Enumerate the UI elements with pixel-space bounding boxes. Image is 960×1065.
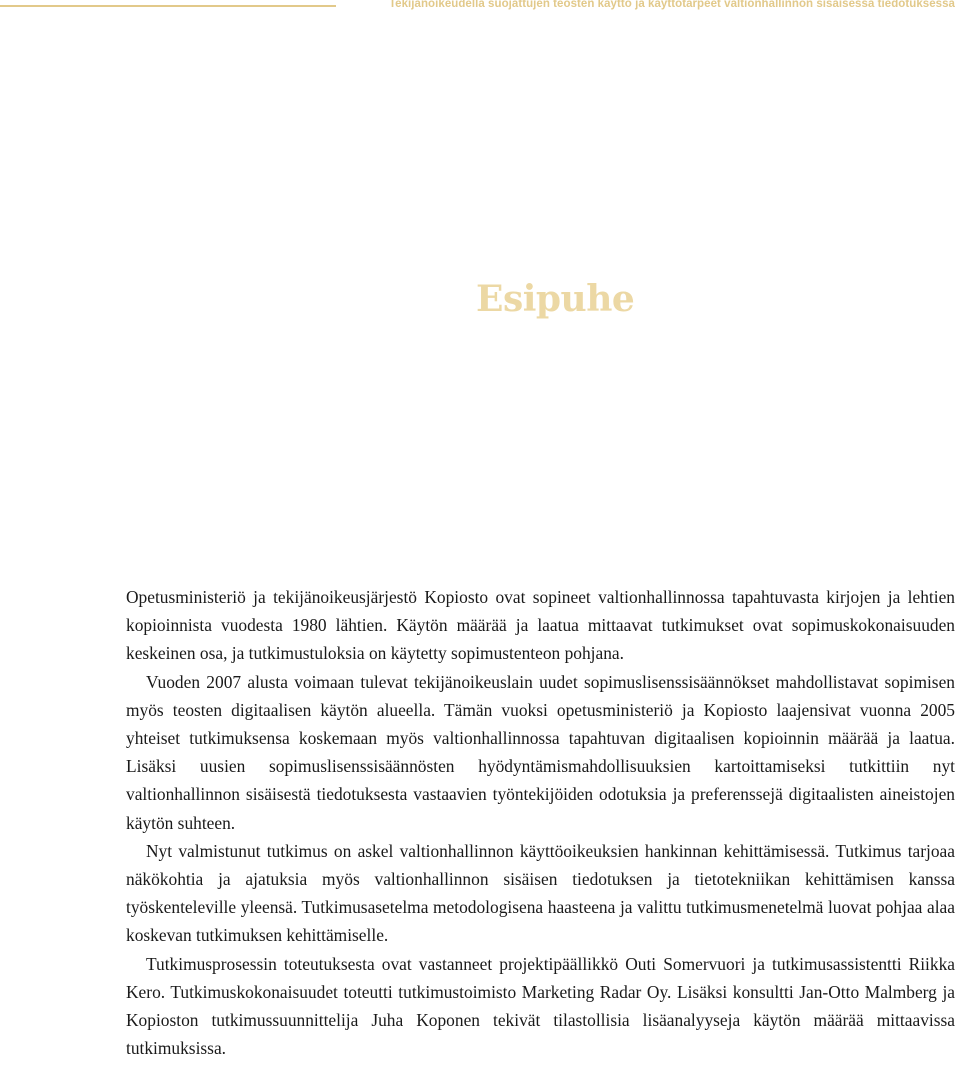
body-text (126, 583, 955, 1062)
header-rule (0, 5, 336, 7)
paragraph-3: Nyt valmistunut tutkimus on askel valtionhallinnon käyttöoikeuksien hankinnan kehittämisessä. Tutkimus tarjoaa näkökohtia ja ajatuksia myös valtionhallinnon sisäisen tiedotuksen ja tietotekniikan kehittämisen kanssa työskenteleville yleensä. Tutkimusasetelma metodologisena haasteena ja valittu tutkimusmenetelmä luovat pohjaa alaa koskevan tutkimuksen kehittämiselle. (126, 840, 955, 946)
paragraph-1: Opetusministeriö ja tekijänoikeusjärjestö Kopiosto ovat sopineet valtionhallinnossa tapahtuvasta kirjojen ja lehtien kopioinnista vuodesta 1980 lähtien. Käytön määrää ja laatua mittaavat tutkimukset ovat sopimuskokonaisuuden keskeinen osa, ja tutkimustuloksia on käytetty sopimustenteon pohjana. (126, 587, 955, 664)
paragraph-2: Vuoden 2007 alusta voimaan tulevat tekijänoikeuslain uudet sopimuslisenssisäännökset mahdollistavat sopimisen myös teosten digitaalisen käytön alueella. Tämän vuoksi opetusministeriö ja Kopiosto laajensivat vuonna 2005 yhteiset tutkimuksensa koskemaan myös valtionhallinnossa tapahtuvan digitaalisen kopioinnin määrää ja laatua. Lisäksi uusien sopimuslisenssisäännösten hyödyntämismahdollisuuksien kartoittamiseksi tutkittiin nyt valtionhallinnon sisäisestä tiedotuksesta vastaavien työntekijöiden odotuksia ja preferenssejä digitaalisten aineistojen käytön suhteen. (126, 671, 955, 833)
page-title: Esipuhe (476, 278, 635, 320)
running-title: Tekijänoikeudella suojattujen teosten käyttö ja käyttötarpeet valtionhallinnon sisäisessä tiedotuksessa (388, 0, 955, 10)
running-header (0, 0, 960, 14)
paragraph-4: Tutkimusprosessin toteutuksesta ovat vastanneet projektipäällikkö Outi Somervuori ja tutkimusassistentti Riikka Kero. Tutkimuskokonaisuudet toteutti tutkimustoimisto Marketing Radar Oy. Lisäksi konsultti Jan-Otto Malmberg ja Kopioston tutkimussuunnittelija Juha Koponen tekivät tilastollisia lisäanalyyseja käytön määrää mittaavissa tutkimuksissa. (126, 953, 955, 1059)
